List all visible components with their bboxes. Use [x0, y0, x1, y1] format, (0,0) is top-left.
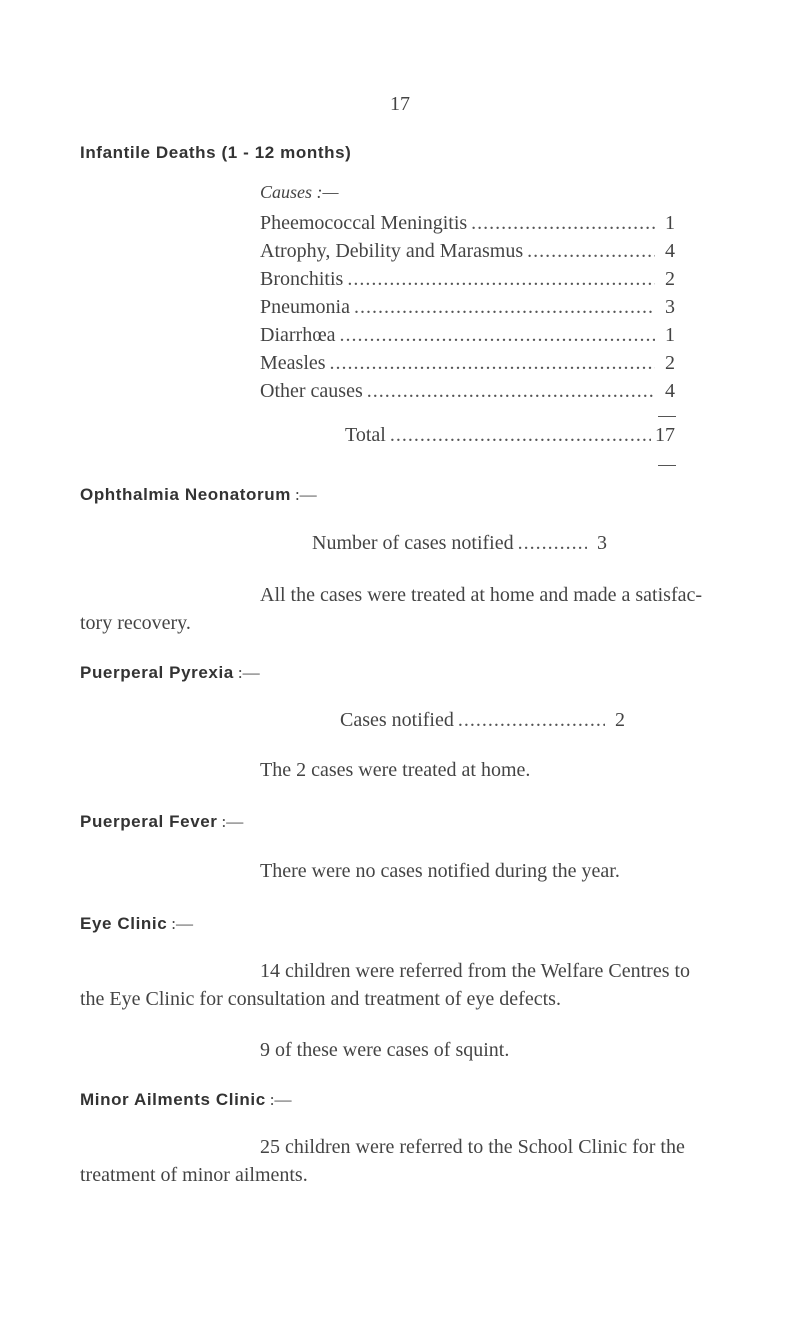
ophthalmia-heading: Ophthalmia Neonatorum: [80, 485, 291, 504]
ophthalmia-row: [312, 532, 607, 555]
total-value: 17: [655, 424, 675, 446]
leader-dots: [518, 532, 587, 555]
cause-value: 2: [665, 268, 675, 290]
cause-row: [260, 296, 675, 319]
cause-row: [260, 268, 675, 291]
row-label: Number of cases notified: [312, 532, 514, 554]
pyrexia-row: [340, 709, 625, 732]
cause-value: 1: [665, 212, 675, 234]
pyrexia-heading: Puerperal Pyrexia: [80, 663, 234, 682]
fever-heading: Puerperal Fever: [80, 812, 218, 831]
heading-suffix: :—: [237, 663, 260, 682]
leader-dots: [527, 240, 655, 263]
cause-row: [260, 352, 675, 375]
leader-dots: [347, 268, 655, 291]
heading-suffix: :—: [171, 914, 193, 933]
cause-row: [260, 324, 675, 347]
cause-label: Atrophy, Debility and Marasmus: [260, 240, 524, 262]
cause-label: Diarrhœa: [260, 324, 336, 346]
cause-value: 4: [665, 380, 675, 402]
leader-dots: [340, 324, 655, 347]
eye-clinic-text-3: 9 of these were cases of squint.: [260, 1039, 510, 1061]
pyrexia-text: The 2 cases were treated at home.: [260, 759, 531, 781]
cause-label: Other causes: [260, 380, 363, 402]
fever-heading-line: [80, 812, 243, 832]
leader-dots: [367, 380, 655, 403]
leader-dots: [390, 424, 651, 447]
causes-label: Causes :—: [260, 182, 339, 202]
heading-suffix: :—: [221, 812, 244, 831]
cause-value: 1: [665, 324, 675, 346]
row-value: 2: [615, 709, 625, 731]
leader-dots: [330, 352, 655, 375]
row-value: 3: [597, 532, 607, 554]
cause-label: Measles: [260, 352, 326, 374]
minor-ailments-heading: Minor Ailments Clinic: [80, 1090, 266, 1109]
eye-clinic-text-1: 14 children were referred from the Welfare Centres to: [260, 960, 691, 982]
cause-label: Pneumonia: [260, 296, 350, 318]
row-label: Cases notified: [340, 709, 454, 731]
cause-value: 4: [665, 240, 675, 262]
heading-suffix: :—: [294, 485, 317, 504]
cause-value: 2: [665, 352, 675, 374]
fever-text: There were no cases notified during the year.: [260, 860, 620, 882]
ophthalmia-text-1: All the cases were treated at home and made a satisfac-: [260, 584, 703, 606]
minor-ailments-text-2: treatment of minor ailments.: [80, 1164, 308, 1186]
total-row: [345, 424, 675, 447]
cause-label: Bronchitis: [260, 268, 344, 290]
pyrexia-heading-line: [80, 663, 260, 683]
eye-clinic-text-2: the Eye Clinic for consultation and treatment of eye defects.: [80, 988, 561, 1010]
ophthalmia-text-2: tory recovery.: [80, 612, 191, 634]
cause-row: [260, 212, 675, 235]
cause-row: [260, 240, 675, 263]
minor-ailments-heading-line: [80, 1090, 292, 1110]
cause-value: 3: [665, 296, 675, 318]
total-rule-top: [658, 416, 676, 417]
eye-clinic-heading-line: [80, 914, 193, 934]
cause-row: [260, 380, 675, 403]
eye-clinic-heading: Eye Clinic: [80, 914, 168, 933]
cause-label: Pheemococcal Meningitis: [260, 212, 468, 234]
total-rule-bottom: [658, 465, 676, 466]
leader-dots: [458, 709, 605, 732]
leader-dots: [354, 296, 655, 319]
page-number: 17: [390, 93, 410, 115]
leader-dots: [471, 212, 655, 235]
minor-ailments-text-1: 25 children were referred to the School Clinic for the: [260, 1136, 685, 1158]
total-label: Total: [345, 424, 386, 446]
heading-suffix: :—: [269, 1090, 292, 1109]
infantile-deaths-heading: Infantile Deaths (1 - 12 months): [80, 143, 352, 162]
ophthalmia-heading-line: [80, 485, 317, 505]
